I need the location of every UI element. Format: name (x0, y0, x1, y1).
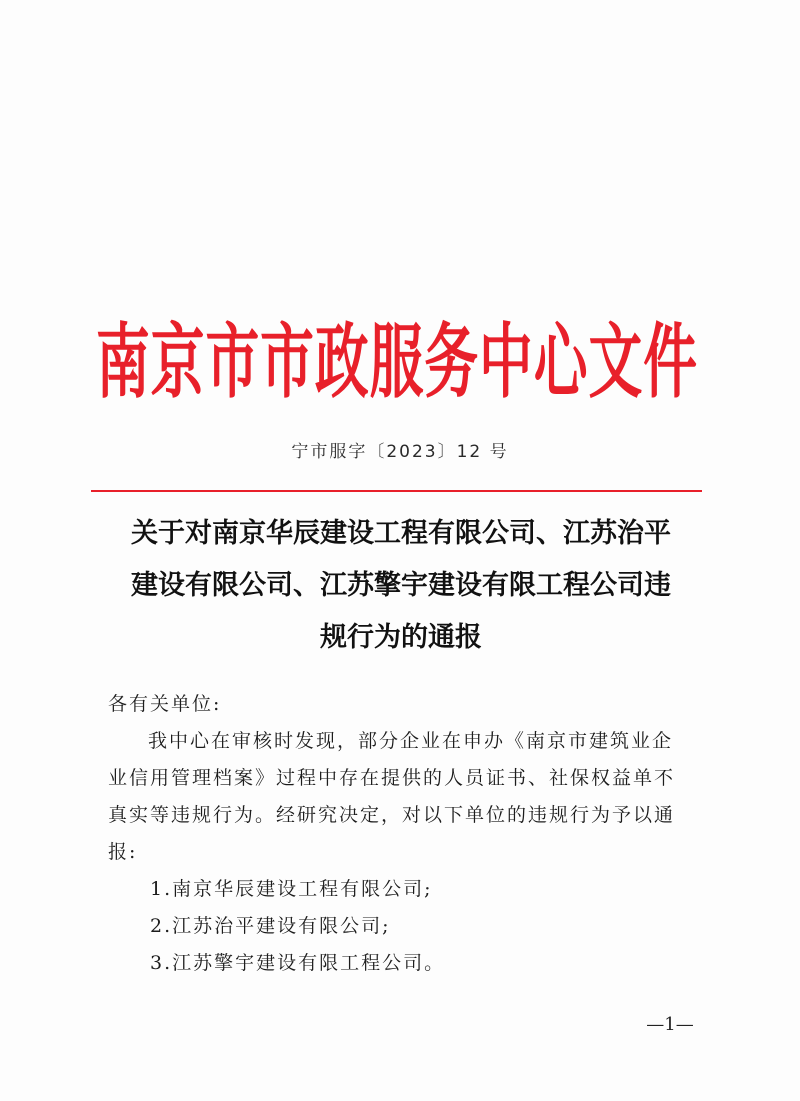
company-item: 1.南京华辰建设工程有限公司; (150, 878, 433, 900)
notice-body (108, 686, 700, 982)
notice-title (96, 508, 706, 664)
paragraph-line: 真实等违规行为。经研究决定，对以下单位的违规行为予以通 (108, 804, 676, 826)
paragraph-line: 我中心在审核时发现，部分企业在申办《南京市建筑业企 (148, 730, 674, 752)
red-divider (91, 490, 702, 492)
issuer-title: 南京市市政服务中心文件 (96, 314, 698, 411)
paragraph-line: 报: (108, 841, 138, 863)
notice-title-line: 规行为的通报 (320, 622, 482, 653)
salutation: 各有关单位: (108, 693, 222, 715)
notice-title-line: 建设有限公司、江苏擎宇建设有限工程公司违 (131, 570, 671, 601)
company-item: 3.江苏擎宇建设有限工程公司。 (150, 952, 446, 974)
paragraph-line: 业信用管理档案》过程中存在提供的人员证书、社保权益单不 (108, 767, 676, 789)
page-number: —1— (646, 1014, 694, 1035)
document-number: 宁市服字〔2023〕12 号 (291, 442, 509, 462)
notice-title-line: 关于对南京华辰建设工程有限公司、江苏治平 (131, 518, 671, 549)
company-item: 2.江苏治平建设有限公司; (150, 915, 391, 937)
